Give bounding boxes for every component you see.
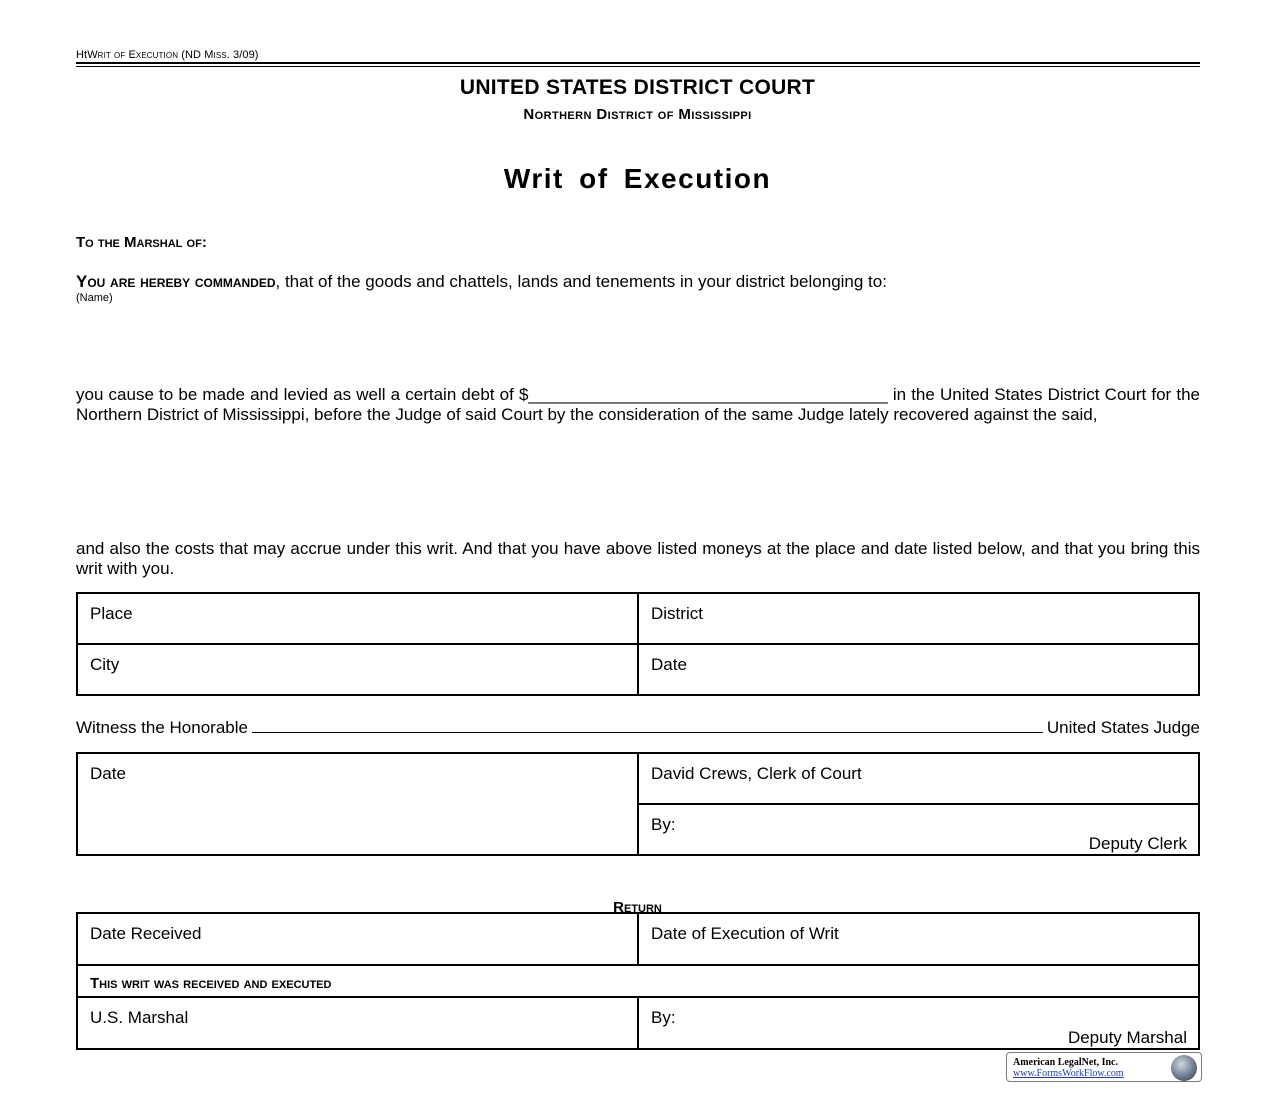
received-executed-label: This writ was received and executed	[77, 965, 1199, 997]
clerk-table	[76, 752, 1200, 856]
to-marshal-label: To the Marshal of:	[76, 234, 207, 251]
commanded-lead: You are hereby commanded	[76, 272, 276, 291]
date-executed-field[interactable]: Date of Execution of Writ	[638, 913, 1199, 965]
badge-company: American LegalNet, Inc.	[1013, 1057, 1118, 1068]
commanded-paragraph	[76, 272, 1200, 292]
return-heading: Return	[613, 899, 662, 916]
marshal-signature-field[interactable]	[638, 997, 1199, 1049]
badge-url[interactable]: www.FormsWorkFlow.com	[1013, 1068, 1124, 1079]
deputy-marshal-label: Deputy Marshal	[1067, 1028, 1187, 1047]
debt-paragraph: you cause to be made and levied as well a certain debt of $______________________________________ in the United States District Court for the Northern District of Mississippi, before the Judge of said Court by the consideration of the same Judge lately recovered against the said,	[76, 385, 1200, 424]
judge-name-blank[interactable]	[252, 718, 1043, 733]
city-field[interactable]: City	[77, 644, 638, 695]
district-name: Northern District of Mississippi	[523, 106, 752, 123]
date-field[interactable]: Date	[638, 644, 1199, 695]
form-identifier	[76, 49, 259, 61]
court-name: UNITED STATES DISTRICT COURT	[459, 76, 816, 99]
date-received-field[interactable]: Date Received	[77, 913, 638, 965]
legalnet-badge[interactable]	[1006, 1052, 1202, 1082]
clerk-signature-field[interactable]	[638, 804, 1199, 855]
by-label: By:	[651, 815, 676, 834]
clerk-name-cell: David Crews, Clerk of Court	[638, 753, 1199, 804]
header-rule	[76, 62, 1200, 64]
return-table	[76, 912, 1200, 1050]
header-rule-thin	[76, 66, 1200, 67]
clerk-date-field[interactable]: Date	[77, 753, 638, 855]
name-caption: (Name)	[76, 292, 113, 304]
witness-suffix: United States Judge	[1046, 718, 1200, 737]
document-title: Writ of Execution	[503, 163, 772, 194]
place-field[interactable]: Place	[77, 593, 638, 644]
marshal-by-label: By:	[651, 1008, 676, 1027]
deputy-clerk-label: Deputy Clerk	[1088, 834, 1187, 853]
commanded-rest: , that of the goods and chattels, lands and tenements in your district belonging to:	[275, 272, 887, 291]
costs-paragraph: and also the costs that may accrue under this writ. And that you have above listed moneys at the place and date listed below, and that you bring this writ with you.	[76, 539, 1200, 578]
witness-line	[76, 718, 1200, 738]
marshal-field[interactable]: U.S. Marshal	[77, 997, 638, 1049]
form-id-prefix: Ht	[76, 49, 88, 61]
location-table	[76, 592, 1200, 696]
witness-prefix: Witness the Honorable	[76, 718, 248, 737]
district-field[interactable]: District	[638, 593, 1199, 644]
globe-icon	[1171, 1055, 1197, 1081]
form-id-text: Writ of Execution (ND Miss. 3/09)	[87, 49, 259, 61]
